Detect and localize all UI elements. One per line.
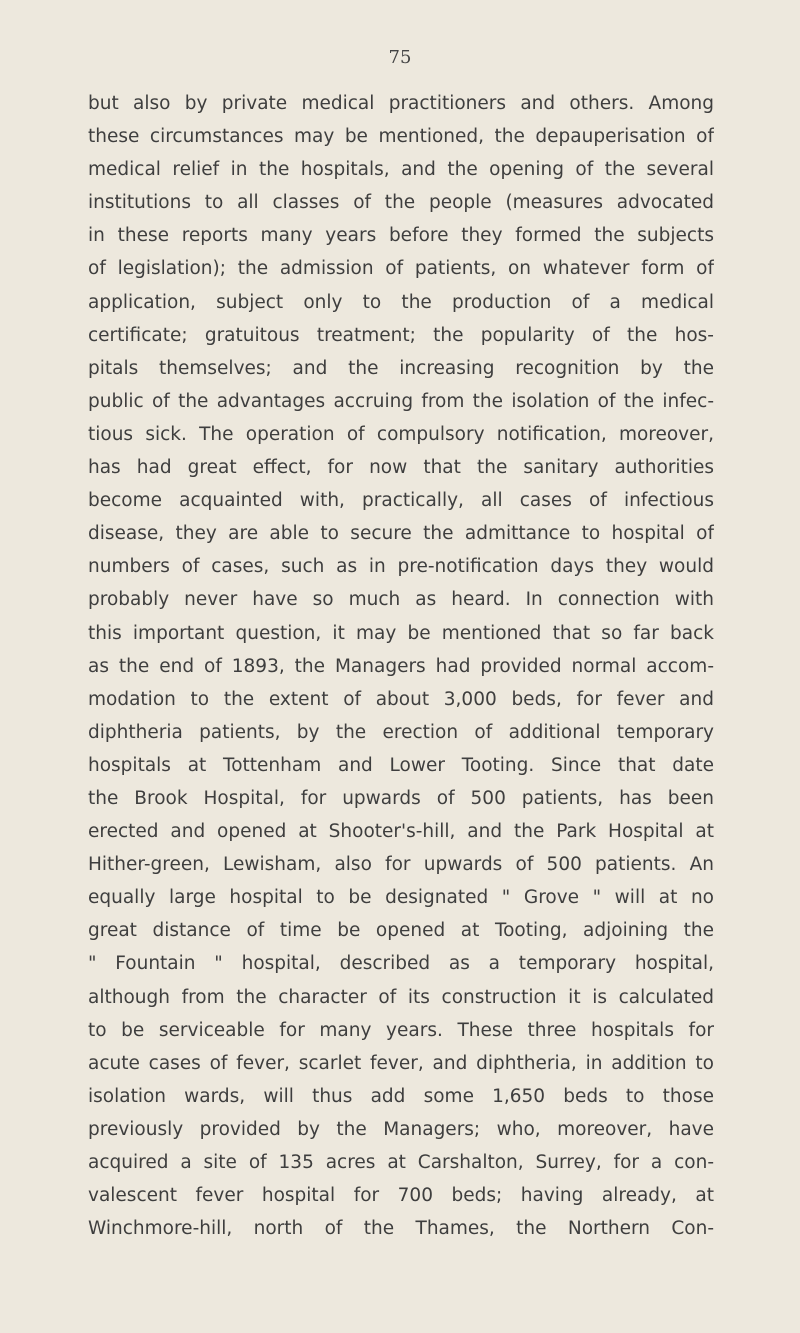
text-line: previously provided by the Managers; who, moreover, have: [88, 1118, 714, 1140]
text-line: great distance of time be opened at Tooting, adjoining the: [88, 920, 714, 942]
text-line: numbers of cases, such as in pre-notification days they would: [88, 556, 714, 578]
text-line: acute cases of fever, scarlet fever, and diphtheria, in addition to: [88, 1052, 714, 1074]
text-line: this important question, it may be mentioned that so far back: [88, 622, 714, 644]
text-line: become acquainted with, practically, all cases of infectious: [88, 490, 714, 512]
text-line: tious sick. The operation of compulsory notification, moreover,: [88, 423, 714, 445]
text-line: of legislation); the admission of patients, on whatever form of: [88, 258, 714, 280]
text-line: " Fountain " hospital, described as a temporary hospital,: [88, 953, 714, 975]
text-line: application, subject only to the production of a medical: [88, 291, 714, 313]
text-line: Hither-green, Lewisham, also for upwards of 500 patients. An: [88, 854, 714, 876]
text-line: medical relief in the hospitals, and the opening of the several: [88, 159, 714, 181]
text-line: disease, they are able to secure the admittance to hospital of: [88, 523, 714, 545]
text-line: erected and opened at Shooter's-hill, and the Park Hospital at: [88, 821, 714, 843]
text-line: diphtheria patients, by the erection of additional temporary: [88, 721, 714, 743]
text-line: probably never have so much as heard. In connection with: [88, 589, 714, 611]
text-line: Winchmore-hill, north of the Thames, the Northern Con-: [88, 1218, 714, 1240]
page-number: 75: [388, 47, 412, 68]
text-line: as the end of 1893, the Managers had provided normal accom-: [88, 655, 714, 677]
text-line: isolation wards, will thus add some 1,650 beds to those: [88, 1085, 714, 1107]
text-line: has had great effect, for now that the sanitary authorities: [88, 457, 714, 479]
text-line: hospitals at Tottenham and Lower Tooting. Since that date: [88, 754, 714, 776]
text-line: but also by private medical practitioners and others. Among: [88, 93, 714, 114]
text-line: modation to the extent of about 3,000 beds, for fever and: [88, 688, 714, 710]
text-line: in these reports many years before they formed the subjects: [88, 225, 714, 247]
text-line: institutions to all classes of the people (measures advocated: [88, 192, 714, 214]
text-line: equally large hospital to be designated " Grove " will at no: [88, 887, 714, 909]
text-line: pitals themselves; and the increasing recognition by the: [88, 357, 714, 379]
text-line: to be serviceable for many years. These three hospitals for: [88, 1019, 714, 1041]
text-line: certificate; gratuitous treatment; the popularity of the hos-: [88, 324, 714, 346]
text-line: these circumstances may be mentioned, the depauperisation of: [88, 126, 714, 148]
text-line: acquired a site of 135 acres at Carshalton, Surrey, for a con-: [88, 1152, 714, 1173]
text-line: the Brook Hospital, for upwards of 500 patients, has been: [88, 787, 714, 809]
text-line: valescent fever hospital for 700 beds; having already, at: [88, 1185, 714, 1207]
text-line: although from the character of its construction it is calculated: [88, 986, 714, 1008]
text-line: public of the advantages accruing from the isolation of the infec-: [88, 390, 714, 412]
body-text: [88, 87, 714, 1245]
